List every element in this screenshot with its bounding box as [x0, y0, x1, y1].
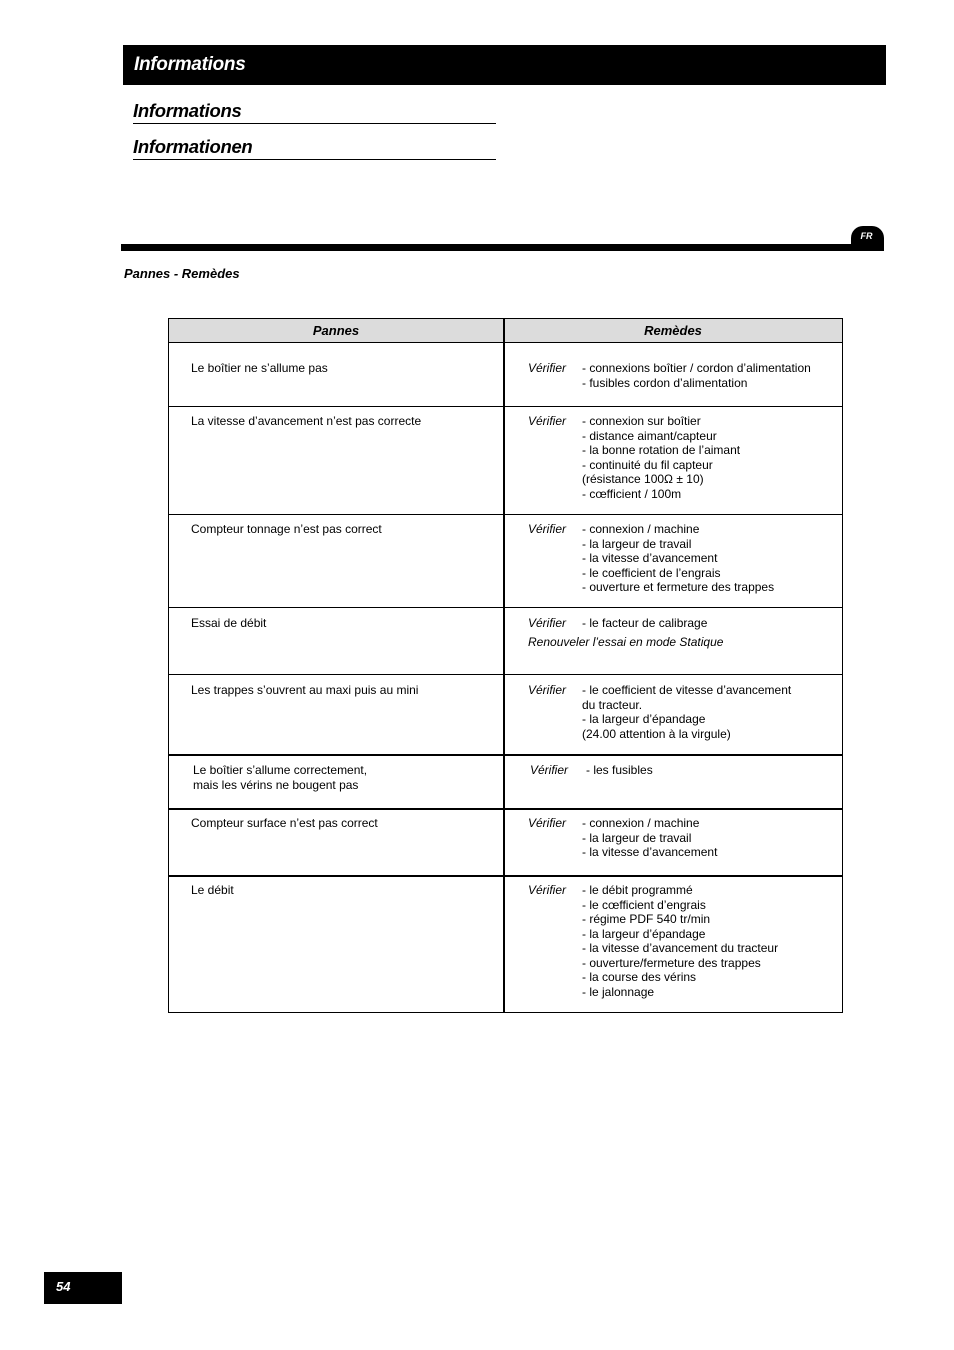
- verify-label: Vérifier: [528, 883, 567, 897]
- header-pannes: Pannes: [312, 323, 360, 338]
- banner-title: Informations: [134, 54, 246, 75]
- remedy-item: - la vitesse d’avancement: [582, 551, 718, 565]
- verify-label: Vérifier: [528, 414, 567, 428]
- remedy-item: - la vitesse d’avancement du tracteur: [582, 941, 779, 955]
- remedy-item: - la largeur d’épandage: [582, 712, 706, 726]
- verify-label: Vérifier: [528, 522, 567, 536]
- remedy-item: - les fusibles: [586, 763, 653, 777]
- remedy-item: - ouverture/fermeture des trappes: [582, 955, 761, 970]
- panne-cell: Les trappes s’ouvrent au maxi puis au mini: [191, 683, 419, 697]
- remedy-item: - régime PDF 540 tr/min: [582, 912, 711, 926]
- remedy-list: [582, 683, 791, 741]
- row-divider: [169, 754, 842, 756]
- subtitle-english: Informations: [133, 100, 496, 124]
- troubleshooting-table: [168, 318, 843, 1013]
- panne-cell: Le débit: [191, 883, 234, 897]
- subtitle-german: Informationen: [133, 136, 496, 160]
- panne-cell: Le boîtier s’allume correctement, mais les vérins ne bougent pas: [193, 763, 368, 792]
- remedy-list: [582, 883, 778, 999]
- verify-label: Vérifier: [528, 816, 567, 830]
- column-divider: [503, 319, 505, 1012]
- panne-cell: Essai de débit: [191, 616, 267, 630]
- remedy-item: - connexion / machine: [582, 522, 700, 536]
- remedy-item: (24.00 attention à la virgule): [582, 726, 731, 741]
- row-divider: [169, 406, 842, 407]
- remedy-item: - connexion sur boîtier: [582, 414, 701, 428]
- page-number: 54: [44, 1272, 122, 1304]
- remedy-item: - la largeur d’épandage: [582, 926, 706, 941]
- remedy-list: [582, 816, 717, 860]
- verify-label: Vérifier: [528, 361, 567, 375]
- remedy-note: Renouveler l’essai en mode Statique: [528, 635, 724, 649]
- remedy-item: - la vitesse d’avancement: [582, 845, 718, 859]
- remedy-item: - connexion / machine: [582, 816, 700, 830]
- remedy-item: - connexions boîtier / cordon d’alimentation: [582, 361, 811, 375]
- header-banner: [123, 45, 886, 85]
- header-remedes: Remèdes: [644, 323, 702, 338]
- table-header: [169, 319, 842, 343]
- row-divider: [169, 875, 842, 877]
- section-rule: [121, 244, 884, 251]
- remedy-list: [586, 763, 653, 778]
- remedy-item: - le coefficient de l’engrais: [582, 565, 721, 580]
- remedy-item: - la largeur de travail: [582, 830, 692, 845]
- row-divider: [169, 674, 842, 675]
- language-tab: FR: [851, 226, 884, 251]
- remedy-item: - le coefficient de vitesse d’avancement: [582, 683, 792, 697]
- remedy-item: - la course des vérins: [582, 970, 697, 984]
- remedy-item: (résistance 100Ω ± 10): [582, 472, 704, 486]
- remedy-item: - continuité du fil capteur: [582, 457, 713, 472]
- remedy-item: - cœfficient / 100m: [582, 486, 682, 501]
- remedy-item: - fusibles cordon d’alimentation: [582, 375, 748, 390]
- panne-cell: La vitesse d’avancement n’est pas correcte: [191, 414, 422, 428]
- panne-cell: Compteur surface n’est pas correct: [191, 816, 378, 830]
- remedy-item: - la bonne rotation de l’aimant: [582, 443, 741, 457]
- row-divider: [169, 808, 842, 810]
- remedy-item: - ouverture et fermeture des trappes: [582, 580, 775, 594]
- remedy-list: [582, 361, 811, 390]
- remedy-item: - distance aimant/capteur: [582, 428, 717, 443]
- remedy-item: - la largeur de travail: [582, 536, 692, 551]
- remedy-item: du tracteur.: [582, 697, 643, 712]
- row-divider: [169, 607, 842, 608]
- section-title: Pannes - Remèdes: [124, 266, 240, 281]
- panne-cell: Compteur tonnage n’est pas correct: [191, 522, 382, 536]
- remedy-list: [582, 414, 740, 501]
- verify-label: Vérifier: [528, 616, 567, 630]
- remedy-item: - le facteur de calibrage: [582, 616, 708, 630]
- verify-label: Vérifier: [528, 683, 567, 697]
- remedy-item: - le cœfficient d’engrais: [582, 897, 706, 912]
- panne-cell: Le boîtier ne s’allume pas: [191, 361, 328, 375]
- verify-label: Vérifier: [530, 763, 569, 777]
- remedy-item: - le débit programmé: [582, 883, 693, 897]
- remedy-list: [582, 616, 707, 631]
- row-divider: [169, 514, 842, 515]
- remedy-item: - le jalonnage: [582, 984, 655, 999]
- remedy-list: [582, 522, 774, 595]
